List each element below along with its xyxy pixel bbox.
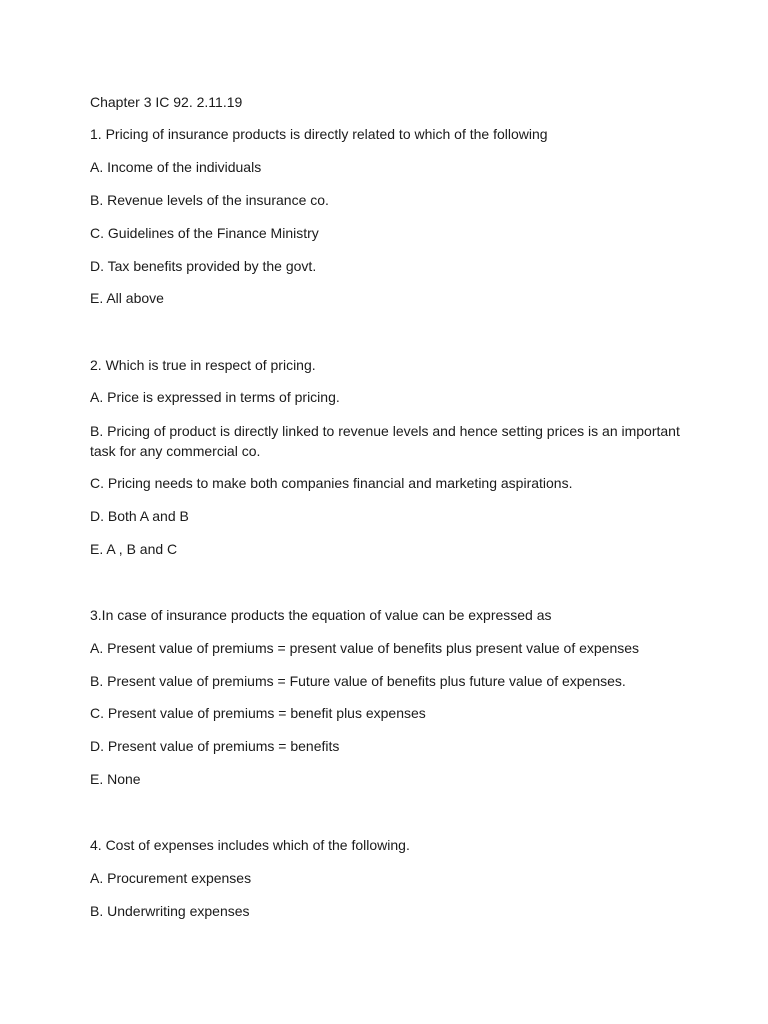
question-4-text: 4. Cost of expenses includes which of the following. bbox=[90, 837, 410, 853]
question-1-option-b: B. Revenue levels of the insurance co. bbox=[90, 192, 329, 208]
question-3-text: 3.In case of insurance products the equation of value can be expressed as bbox=[90, 607, 552, 623]
question-1-option-c: C. Guidelines of the Finance Ministry bbox=[90, 225, 319, 241]
question-2-option-c: C. Pricing needs to make both companies financial and marketing aspirations. bbox=[90, 475, 573, 491]
question-1-option-d: D. Tax benefits provided by the govt. bbox=[90, 258, 317, 274]
question-2-option-a: A. Price is expressed in terms of pricing. bbox=[90, 389, 340, 405]
question-1-option-e: E. All above bbox=[90, 290, 164, 306]
question-3-option-a: A. Present value of premiums = present value of benefits plus present value of expenses bbox=[90, 640, 640, 656]
question-2-text: 2. Which is true in respect of pricing. bbox=[90, 357, 316, 373]
question-2-option-d: D. Both A and B bbox=[90, 508, 189, 524]
question-2-option-e: E. A , B and C bbox=[90, 541, 178, 557]
question-3-option-b: B. Present value of premiums = Future value of benefits plus future value of expenses. bbox=[90, 673, 626, 689]
question-3-option-d: D. Present value of premiums = benefits bbox=[90, 738, 340, 754]
question-1-text: 1. Pricing of insurance products is directly related to which of the following bbox=[90, 126, 548, 142]
question-4-option-b: B. Underwriting expenses bbox=[90, 903, 250, 919]
question-4-option-a: A. Procurement expenses bbox=[90, 870, 252, 886]
question-3-option-e: E. None bbox=[90, 771, 141, 787]
question-3-option-c: C. Present value of premiums = benefit plus expenses bbox=[90, 705, 426, 721]
question-1-option-a: A. Income of the individuals bbox=[90, 159, 262, 175]
document-title: Chapter 3 IC 92. 2.11.19 bbox=[90, 94, 243, 110]
question-2-option-b: B. Pricing of product is directly linked to revenue levels and hence setting prices is an important task for any commercial co. bbox=[90, 423, 680, 459]
